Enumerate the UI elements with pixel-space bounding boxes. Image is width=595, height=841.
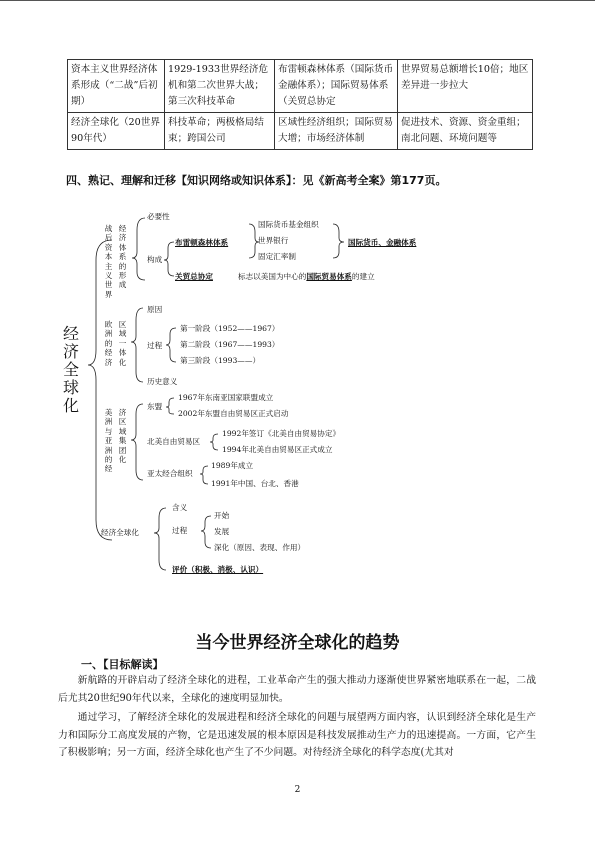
section-4-heading: 四、熟记、理解和迁移【知识网络或知识体系】：见《新高考全案》第177页。: [66, 174, 447, 187]
b4-process: 过程: [172, 526, 188, 535]
apec: 亚太经合组织: [147, 469, 193, 478]
table-cell: 区域性经济组织；国际贸易大增；市场经济体制: [275, 113, 398, 150]
table-cell: 布雷顿森林体系（国际货币金融体系）；国际贸易体系（关贸总协定: [275, 60, 398, 113]
table-cell: 资本主义世界经济体系形成（“二战”后初期）: [68, 60, 165, 113]
bretton-woods: 布雷顿森林体系: [175, 238, 229, 247]
table-cell: 1929-1933世界经济危机和第二次世界大战；第三次科技革命: [165, 60, 275, 113]
gatt-note-pre: 标志以美国为中心的: [238, 272, 307, 281]
branch-3-label: 美洲与亚洲的经: [104, 408, 113, 474]
finance-system: 国际货币、金融体系: [348, 238, 417, 247]
asean: 东盟: [147, 402, 163, 411]
stage-1: 第一阶段（1952——1967）: [180, 324, 280, 333]
b4-evaluate: 评价（积极、消极、认识）: [172, 565, 264, 574]
b4-begin: 开始: [214, 511, 230, 520]
fixed-rate: 固定汇率制: [258, 252, 296, 261]
imf: 国际货币基金组织: [258, 220, 319, 229]
world-bank: 世界银行: [258, 236, 289, 245]
page-number: 2: [294, 785, 301, 795]
gatt: 关贸总协定: [175, 272, 213, 281]
b4-develop: 发展: [214, 527, 230, 536]
table-cell: 促进技术、资源、资金重组；南北问题、环境问题等: [398, 113, 533, 150]
nafta-1: 1992年签订《北美自由贸易协定》: [222, 429, 341, 438]
branch-1-label: 战后资本主义世界: [104, 224, 113, 299]
paragraph-2: 通过学习，了解经济全球化的发展进程和经济全球化的问题与展望两方面内容，认识到经济全球化是生产力和国际分工高度发展的产物，它是迅速发展的根本原因是科技发展推动生产力的迅速提高。一方面，它产生了积极影响；另一方面，经济全球化也产生了不少问题。对待经济全球化的科学态度(尤其对: [58, 712, 536, 758]
nafta-2: 1994年北美自由贸易区正式成立: [222, 445, 333, 454]
asean-2: 2002年东盟自由贸易区正式启动: [178, 409, 289, 418]
apec-1: 1989年成立: [211, 461, 254, 470]
nafta: 北美自由贸易区: [147, 437, 201, 446]
gatt-note-underlined: 国际贸易体系: [306, 272, 352, 281]
gatt-note-post: 的建立: [351, 272, 375, 281]
branch-3-sublabel: 济区域集团化: [118, 408, 127, 465]
table-cell: 世界贸易总额增长10倍；地区差异进一步拉大: [398, 60, 533, 113]
table-cell: 经济全球化（20世界90年代）: [68, 113, 165, 150]
stage-3: 第三阶段（1993——）: [180, 356, 261, 365]
branch-2-label: 欧洲的经济: [104, 320, 113, 367]
gatt-note: [238, 272, 375, 282]
b1-necessity: 必要性: [147, 212, 170, 221]
b1-composition: 构成: [147, 255, 163, 264]
b2-significance: 历史意义: [147, 377, 178, 386]
apec-2: 1991年中国、台北、香港: [211, 479, 299, 488]
table-cell: 科技革命；两极格局结束；跨国公司: [165, 113, 275, 150]
branch-2-sublabel: 区域一体化: [118, 320, 127, 367]
branch-4-label: 经济全球化: [101, 528, 139, 537]
stage-2: 第二阶段（1967——1993）: [180, 340, 280, 349]
b2-process: 过程: [147, 341, 163, 350]
page-title: 当今世界经济全球化的趋势: [195, 633, 400, 653]
b2-reason: 原因: [147, 305, 163, 314]
paragraph-1: 新航路的开辟启动了经济全球化的进程，工业革命产生的强大推动力逐渐使世界紧密地联系在一起，二战后尤其20世纪90年代以来，全球化的速度明显加快。: [58, 675, 536, 704]
mindmap-root: 经济全球化: [62, 324, 79, 415]
branch-1-sublabel: 经济体系的形成: [118, 224, 127, 290]
asean-1: 1967年东南亚国家联盟成立: [178, 393, 274, 402]
b4-meaning: 含义: [172, 503, 188, 512]
section-heading-goals: 一、【目标解读】: [81, 658, 164, 671]
b4-deepen: 深化（原因、表现、作用）: [214, 543, 306, 552]
